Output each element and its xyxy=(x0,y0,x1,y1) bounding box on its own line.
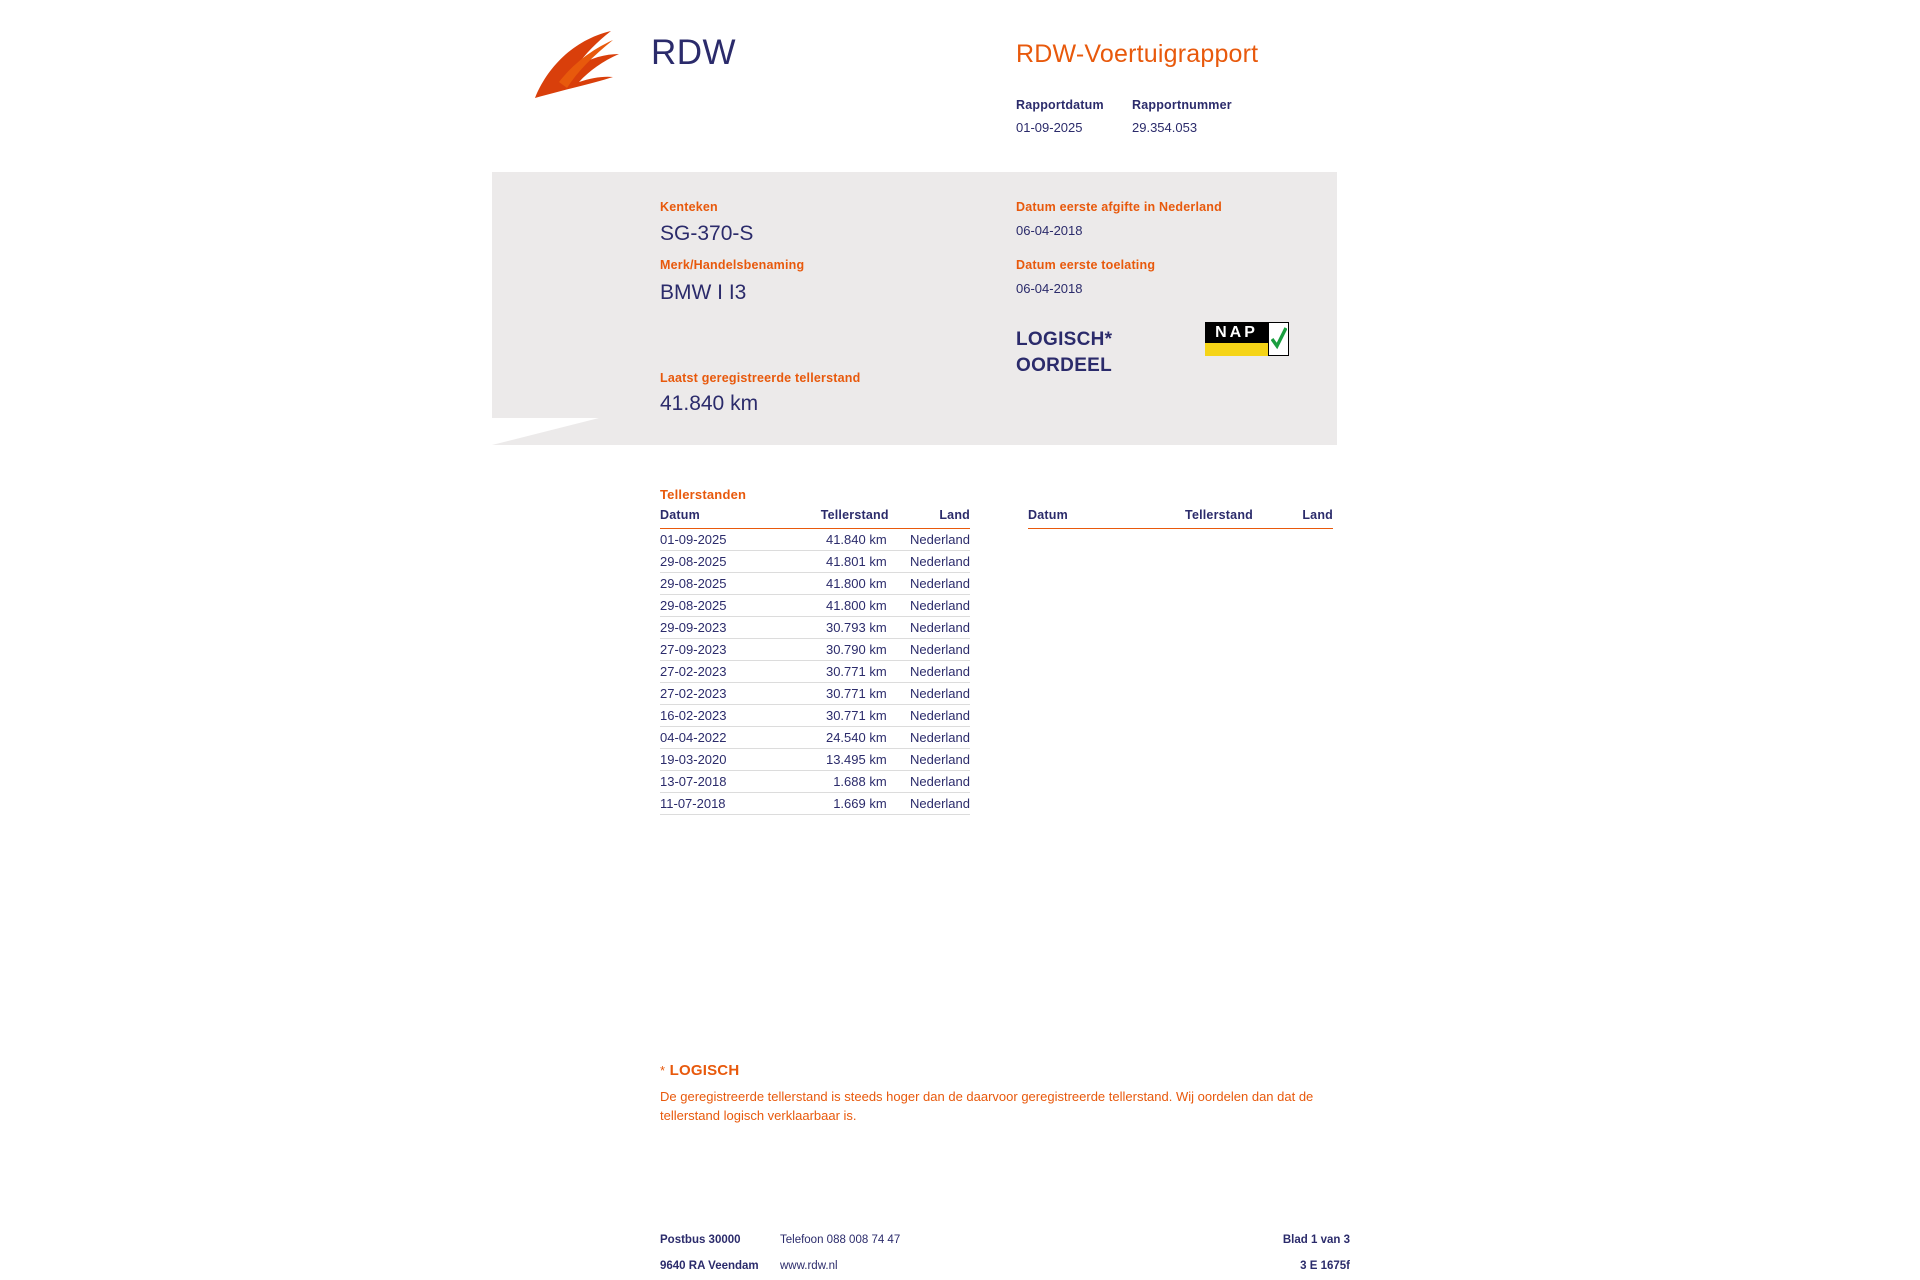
cell-datum: 19-03-2020 xyxy=(660,749,782,771)
cell-datum: 27-02-2023 xyxy=(660,661,782,683)
table-row xyxy=(660,639,970,661)
footer-address-line2: 9640 RA Veendam xyxy=(660,1260,759,1272)
table-row xyxy=(660,617,970,639)
footer-doc-code: 3 E 1675f xyxy=(1300,1260,1350,1272)
cell-land: Nederland xyxy=(889,551,970,573)
cell-tellerstand: 1.688 km xyxy=(782,771,889,793)
table-row xyxy=(660,793,970,815)
footnote-title-text: LOGISCH xyxy=(669,1062,740,1079)
cell-tellerstand: 41.800 km xyxy=(782,595,889,617)
merk-label: Merk/Handelsbenaming xyxy=(660,258,805,272)
rdw-feather-icon xyxy=(533,28,641,100)
table-row xyxy=(660,595,970,617)
datum-eerste-toelating-label: Datum eerste toelating xyxy=(1016,258,1156,272)
col-land: Land xyxy=(889,508,970,529)
cell-tellerstand: 41.800 km xyxy=(782,573,889,595)
nap-logo xyxy=(1205,322,1289,356)
oordeel-line-1: LOGISCH* xyxy=(1016,329,1113,350)
cell-tellerstand: 13.495 km xyxy=(782,749,889,771)
meta-rapportnummer-value: 29.354.053 xyxy=(1132,120,1198,135)
col-land: Land xyxy=(1253,508,1333,529)
oordeel-badge xyxy=(1016,327,1112,378)
cell-land: Nederland xyxy=(889,749,970,771)
datum-eerste-toelating-value: 06-04-2018 xyxy=(1016,281,1083,296)
col-tellerstand: Tellerstand xyxy=(1148,508,1253,529)
cell-tellerstand: 24.540 km xyxy=(782,727,889,749)
table-row xyxy=(660,749,970,771)
meta-rapportnummer-label: Rapportnummer xyxy=(1132,98,1232,112)
cell-datum: 04-04-2022 xyxy=(660,727,782,749)
meta-rapportdatum-label: Rapportdatum xyxy=(1016,98,1104,112)
cell-datum: 11-07-2018 xyxy=(660,793,782,815)
table-row xyxy=(660,683,970,705)
cell-tellerstand: 41.840 km xyxy=(782,529,889,551)
nap-logo-bar xyxy=(1205,343,1268,356)
footer-phone: Telefoon 088 008 74 47 xyxy=(780,1234,901,1246)
cell-tellerstand: 41.801 km xyxy=(782,551,889,573)
merk-value: BMW I I3 xyxy=(660,281,747,304)
cell-land: Nederland xyxy=(889,595,970,617)
table-row xyxy=(660,661,970,683)
footnote-body: De geregistreerde tellerstand is steeds hoger dan de daarvoor geregistreerde tellerstand. Wij oordelen dan dat de tellerstand logisch verklaarbaar is. xyxy=(660,1089,1314,1123)
cell-datum: 16-02-2023 xyxy=(660,705,782,727)
page-title: RDW-Voertuigrapport xyxy=(1016,40,1259,68)
footer-website[interactable]: www.rdw.nl xyxy=(780,1260,838,1272)
oordeel-line-2: OORDEEL xyxy=(1016,354,1113,376)
table-row xyxy=(660,771,970,793)
table-header-row xyxy=(660,508,970,529)
cell-tellerstand: 30.771 km xyxy=(782,705,889,727)
cell-tellerstand: 1.669 km xyxy=(782,793,889,815)
kenteken-label: Kenteken xyxy=(660,200,718,214)
cell-datum: 29-08-2025 xyxy=(660,595,782,617)
footnote-star: * xyxy=(660,1063,666,1078)
laatste-tellerstand-label: Laatst geregistreerde tellerstand xyxy=(660,371,861,385)
meta-rapportdatum-value: 01-09-2025 xyxy=(1016,120,1083,135)
cell-datum: 13-07-2018 xyxy=(660,771,782,793)
nap-logo-text: NAP xyxy=(1205,322,1268,343)
col-datum: Datum xyxy=(1028,508,1148,529)
datum-eerste-afgifte-value: 06-04-2018 xyxy=(1016,223,1083,238)
report-meta xyxy=(1016,98,1232,135)
cell-tellerstand: 30.790 km xyxy=(782,639,889,661)
cell-datum: 27-09-2023 xyxy=(660,639,782,661)
laatste-tellerstand-value: 41.840 km xyxy=(660,392,759,415)
footer-page-info: Blad 1 van 3 xyxy=(1282,1234,1350,1246)
cell-land: Nederland xyxy=(889,705,970,727)
cell-tellerstand: 30.771 km xyxy=(782,661,889,683)
cell-datum: 29-09-2023 xyxy=(660,617,782,639)
rdw-logo-text: RDW xyxy=(651,33,737,72)
cell-land: Nederland xyxy=(889,793,970,815)
table-header-row xyxy=(1028,508,1333,529)
cell-land: Nederland xyxy=(889,683,970,705)
col-tellerstand: Tellerstand xyxy=(782,508,889,529)
cell-datum: 27-02-2023 xyxy=(660,683,782,705)
table-row xyxy=(660,705,970,727)
kenteken-value: SG-370-S xyxy=(660,222,754,245)
footer-address-line1: Postbus 30000 xyxy=(660,1234,741,1246)
rdw-logo xyxy=(533,28,736,100)
tellerstanden-table-right xyxy=(1028,508,1333,529)
cell-land: Nederland xyxy=(889,771,970,793)
cell-land: Nederland xyxy=(889,529,970,551)
cell-datum: 01-09-2025 xyxy=(660,529,782,551)
datum-eerste-afgifte-label: Datum eerste afgifte in Nederland xyxy=(1016,200,1222,214)
table-row xyxy=(660,727,970,749)
cell-land: Nederland xyxy=(889,661,970,683)
cell-datum: 29-08-2025 xyxy=(660,573,782,595)
tellerstanden-rows-left xyxy=(660,529,970,815)
cell-land: Nederland xyxy=(889,573,970,595)
cell-land: Nederland xyxy=(889,727,970,749)
footnote-title xyxy=(660,1062,739,1079)
cell-land: Nederland xyxy=(889,617,970,639)
cell-datum: 29-08-2025 xyxy=(660,551,782,573)
checkmark-icon xyxy=(1271,326,1287,352)
cell-tellerstand: 30.771 km xyxy=(782,683,889,705)
table-row xyxy=(660,551,970,573)
tellerstanden-table-left xyxy=(660,508,970,815)
meta-rapportdatum xyxy=(1016,98,1132,135)
table-row xyxy=(660,529,970,551)
table-row xyxy=(660,573,970,595)
meta-rapportnummer xyxy=(1132,98,1232,135)
tellerstanden-title: Tellerstanden xyxy=(660,487,747,502)
panel-notch xyxy=(492,418,599,445)
cell-land: Nederland xyxy=(889,639,970,661)
cell-tellerstand: 30.793 km xyxy=(782,617,889,639)
col-datum: Datum xyxy=(660,508,782,529)
